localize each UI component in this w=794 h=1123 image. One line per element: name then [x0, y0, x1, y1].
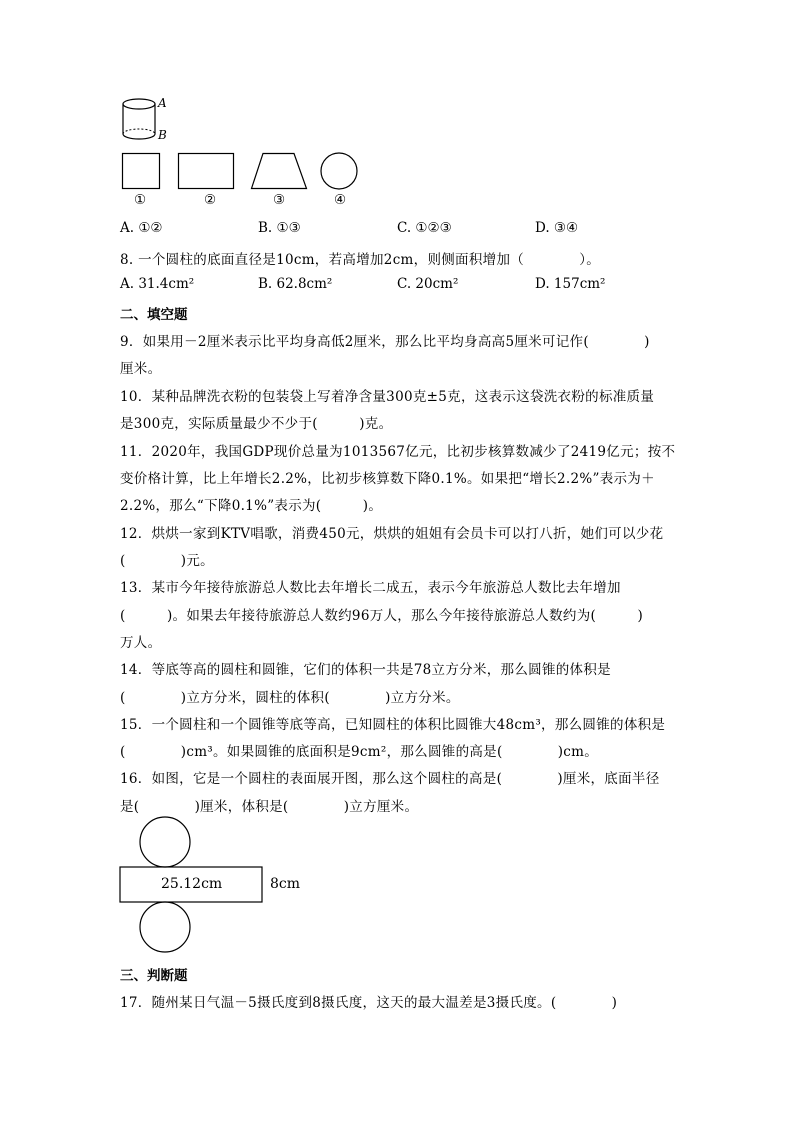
- rectangle-shape: [178, 153, 234, 189]
- q11-line-2: 变价格计算，比上年增长2.2%，比初步核算数下降0.1%。如果把“增长2.2%”表示为＋: [120, 471, 655, 487]
- shape-label-4: ④: [334, 192, 347, 208]
- cylinder-label-a: A: [158, 96, 167, 110]
- q15-line-2: ( )cm³。如果圆锥的底面积是9cm²，那么圆锥的高是( )cm。: [120, 744, 599, 760]
- q16-line-1: 16．如图，它是一个圆柱的表面展开图，那么这个圆柱的高是( )厘米，底面半径: [120, 771, 660, 787]
- q12-line-2: ( )元。: [120, 553, 214, 569]
- q8-option-a: A. 31.4cm²: [120, 276, 195, 292]
- q16-line-2: 是( )厘米，体积是( )立方厘米。: [120, 799, 419, 815]
- shape-label-1: ①: [134, 192, 147, 208]
- q8-option-b: B. 62.8cm²: [258, 276, 333, 292]
- net-rect-label: 25.12cm: [161, 876, 223, 892]
- q7-option-c: C. ①②③: [397, 220, 452, 236]
- q9-line-2: 厘米。: [120, 361, 162, 377]
- q11-line-1: 11．2020年，我国GDP现价总量为1013567亿元，比初步核算数减少了2419亿元；按不: [120, 444, 676, 460]
- q8-option-c: C. 20cm²: [397, 276, 459, 292]
- q13-line-3: 万人。: [120, 635, 162, 651]
- q7-option-a: A. ①②: [120, 220, 163, 236]
- cylinder-label-b: B: [158, 128, 167, 142]
- q7-option-b: B. ①③: [258, 220, 301, 236]
- q9-line-1: 9．如果用－2厘米表示比平均身高低2厘米，那么比平均身高高5厘米可记作( ): [120, 334, 650, 350]
- shape-label-2: ②: [204, 192, 217, 208]
- q11-line-3: 2.2%，那么“下降0.1%”表示为( )。: [120, 498, 383, 514]
- q14-line-1: 14．等底等高的圆柱和圆锥，它们的体积一共是78立方分米，那么圆锥的体积是: [120, 662, 611, 678]
- q7-option-d: D. ③④: [535, 220, 579, 236]
- section-fill-in-title: 二、填空题: [120, 307, 188, 323]
- circle-shape: [320, 152, 358, 190]
- q17-text: 17．随州某日气温－5摄氏度到8摄氏度，这天的最大温差是3摄氏度。( ): [120, 995, 618, 1011]
- q14-line-2: ( )立方分米，圆柱的体积( )立方分米。: [120, 690, 460, 706]
- trapezoid-shape: [251, 153, 307, 189]
- net-side-label: 8cm: [270, 876, 301, 892]
- q13-line-2: ( )。如果去年接待旅游总人数约96万人，那么今年接待旅游总人数约为( ): [120, 608, 644, 624]
- shape-label-3: ③: [273, 192, 286, 208]
- q10-line-2: 是300克，实际质量最少不少于( )克。: [120, 416, 393, 432]
- q10-line-1: 10．某种品牌洗衣粉的包装袋上写着净含量300克±5克，这表示这袋洗衣粉的标准质量: [120, 389, 655, 405]
- q15-line-1: 15．一个圆柱和一个圆锥等底等高，已知圆柱的体积比圆锥大48cm³，那么圆锥的体积是: [120, 717, 666, 733]
- square-shape: [122, 153, 160, 189]
- q12-line-1: 12．烘烘一家到KTV唱歌，消费450元，烘烘的姐姐有会员卡可以打八折，她们可以少花: [120, 526, 664, 542]
- q8-text: 8. 一个圆柱的底面直径是10cm，若高增加2cm，则侧面积增加（ ）。: [120, 252, 601, 268]
- q13-line-1: 13．某市今年接待旅游总人数比去年增长二成五，表示今年旅游总人数比去年增加: [120, 580, 621, 596]
- section-judgment-title: 三、判断题: [120, 968, 188, 984]
- q8-option-d: D. 157cm²: [535, 276, 606, 292]
